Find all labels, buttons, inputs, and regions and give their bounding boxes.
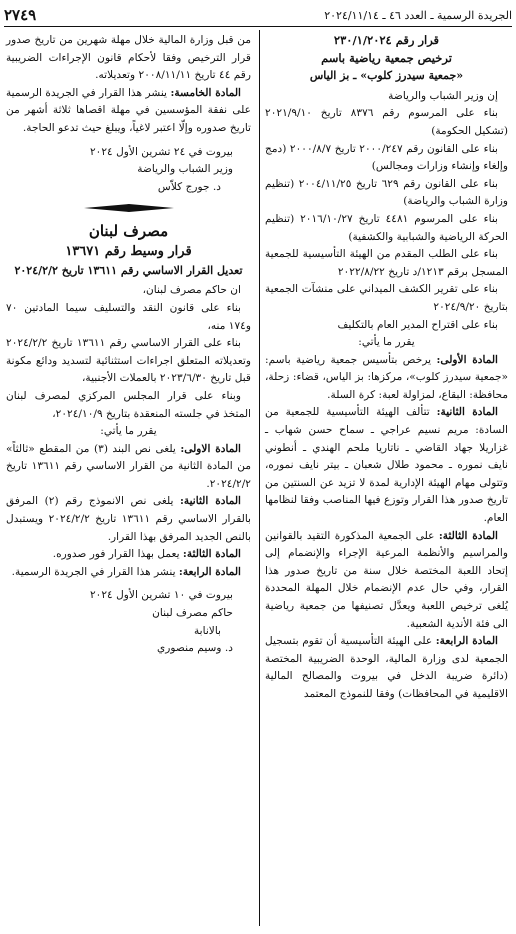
decree-subtitle: ترخيص جمعية رياضية باسم <box>321 50 452 65</box>
article-4-continued: من قبل وزارة المالية خلال مهلة شهرين من تاريخ صدور قرار الترخيص وفقا لأحكام قانون الإجراءات الضريبية رقم ٤٤ تاريخ ٢٠٠٨/١١/١١ وتعديلاته. <box>6 34 251 82</box>
bank-article-4-text: ينشر هذا القرار في الجريدة الرسمية. <box>11 565 176 578</box>
article-4-label: المادة الرابعة: <box>435 635 498 648</box>
bank-article-4 <box>6 564 251 582</box>
article-4 <box>265 633 508 703</box>
article-2-label: المادة الثانية: <box>436 406 498 419</box>
bank-signature-acting: بالانابة <box>193 624 221 637</box>
bank-amend-title: تعديل القرار الاساسي رقم ١٣٦١١ تاريخ ٢٠٢٤/٢/٢ <box>14 264 243 278</box>
bank-decides-line: يقرر ما يأتي: <box>100 425 157 438</box>
decree-name: «جمعية سيدرز كلوب» ـ بز الياس <box>309 69 464 83</box>
bank-preamble-item: وبناء على قرار المجلس المركزي لمصرف لبنان المتخذ في جلسته المنعقدة بتاريخ ٢٠٢٤/١٠/٩، <box>6 389 251 420</box>
ornament-divider-icon <box>6 200 251 216</box>
article-2-text: تتألف الهيئة التأسيسية للجمعية من السادة: مريم نسيم عراجي ـ سماح حسن شهاب ـ غزاريلا جهاد القاضي ـ ناتاريا ملحم الهندي ـ أنطوني نايف نموره ـ محمود طلال شعبان ـ بيتر نايف نموره، وتتولى مهام الهيئة الإدارية لمدة لا تزيد عن السنتين من تاريخ صدور هذا القرار وتوزع فيها المناصب وفقا لنظامها العام. <box>265 406 508 525</box>
bank-article-1 <box>6 441 251 494</box>
preamble-item: بناء على الطلب المقدم من الهيئة التأسيسية للجمعية المسجل برقم ١٢١٣/د تاريخ ٢٠٢٢/٨/٢٢ <box>265 248 508 278</box>
article-1-label: المادة الأولى: <box>436 353 498 366</box>
article-5-text: ينشر هذا القرار في الجريدة الرسمية على نفقة المؤسسين في مهلة اقصاها ثلاثة أشهر من تاريخ صدوره وإلّا اعتبر لاغياً، ويبلغ حيث تدعو الحاجة. <box>6 86 251 134</box>
bank-preamble-item: بناء على القرار الاساسي رقم ١٣٦١١ تاريخ ٢٠٢٤/٢/٢ وتعديلاته المتعلق اجراءات استثنائية لتسديد ودائع مكونة قبل تاريخ ٢٠٢٣/٦/٣٠ بالعملات الأجنبية، <box>6 337 251 385</box>
signature-name: د. جورج كلاّس <box>157 180 221 193</box>
article-1-text: يرخص بتأسيس جمعية رياضية باسم: «جمعية سيدرز كلوب»، مركزها: بز الياس، قضاء: زحلة، محافظة: البقاع، لمزاولة لعبة: كرة السلة. <box>265 353 508 401</box>
bank-signature-date: بيروت في ١٠ تشرين الأول ٢٠٢٤ <box>89 589 233 602</box>
article-1 <box>265 352 508 405</box>
page-number: ٢٧٤٩ <box>4 6 37 24</box>
decree-title: قرار رقم ٢٣٠/١/٢٠٢٤ <box>333 33 440 47</box>
bank-article-2 <box>6 493 251 546</box>
left-column <box>6 32 251 658</box>
bank-article-4-label: المادة الرابعة: <box>178 565 241 578</box>
bank-article-2-label: المادة الثانية: <box>180 495 241 508</box>
preamble-item: بناء على المرسوم ٤٤٨١ تاريخ ٢٠١٦/١٠/٢٧ (تنظيم الحركة الرياضية والشبابية والكشفية) <box>265 212 508 243</box>
preamble-minister: إن وزير الشباب والرياضة <box>388 89 498 102</box>
preamble-item: بناء على القانون رقم ٦٢٩ تاريخ ٢٠٠٤/١١/٢٥ (تنظيم وزارة الشباب والرياضة) <box>265 177 508 208</box>
signature-date: بيروت في ٢٤ تشرين الأول ٢٠٢٤ <box>89 145 233 158</box>
article-3 <box>265 528 508 634</box>
preamble-item: بناء على القانون رقم ٢٠٠٠/٢٤٧ تاريخ ٢٠٠٠/٨/٧ (دمج وإلغاء وإنشاء وزارات ومجالس) <box>265 142 508 173</box>
preamble-item: بناء على تقرير الكشف الميداني على منشآت الجمعية بتاريخ ٢٠٢٤/٩/٢٠ <box>265 283 508 313</box>
bank-article-1-label: المادة الاولى: <box>180 442 241 455</box>
bank-article-3-label: المادة الثالثة: <box>182 548 241 561</box>
page-header <box>4 4 512 27</box>
signature-title: وزير الشباب والرياضة <box>137 163 233 176</box>
article-3-label: المادة الثالثة: <box>438 529 498 542</box>
article-5 <box>6 85 251 138</box>
article-5-label: المادة الخامسة: <box>170 86 241 99</box>
column-divider <box>259 30 260 926</box>
bank-preamble-item: بناء على قانون النقد والتسليف سيما المادتين ٧٠ و١٧٤ منه، <box>6 301 251 332</box>
bank-name: مصرف لبنان <box>88 222 169 241</box>
bank-article-3 <box>6 546 251 564</box>
bank-article-3-text: يعمل بهذا القرار فور صدوره. <box>52 548 180 561</box>
preamble-item: بناء على المرسوم رقم ٨٣٧٦ تاريخ ٢٠٢١/٩/١٠ (تشكيل الحكومة) <box>265 107 508 137</box>
bank-article-2-text: يلغى نص الانموذج رقم (٢) المرفق بالقرار الاساسي رقم ١٣٦١١ تاريخ ٢٠٢٤/٢/٢ ويستبدل بالنص الجديد المرفق بهذا القرار. <box>6 495 251 543</box>
decides-line: يقرر ما يأتي: <box>358 336 415 349</box>
bank-signature-title: حاكم مصرف لبنان <box>152 607 233 620</box>
gazette-issue-title: الجريدة الرسمية ـ العدد ٤٦ ـ ٢٠٢٤/١١/١٤ <box>324 8 512 22</box>
preamble-item: بناء على اقتراح المدير العام بالتكليف <box>337 318 498 331</box>
bank-signature-name: د. وسيم منصوري <box>157 642 233 655</box>
article-3-text: على الجمعية المذكورة التقيد بالقوانين والمراسيم والأنظمة المرعية الإجراء والإنضمام إلى إتحاد اللعبة المختصة خلال سنة من تاريخ صدور هذا القرار، وفي حال عدم الإنضمام خلال المهلة المحددة يُلغى ترخيص اللعبة ويعدَّل تصنيفها من جمعية رياضية الى فئة الأندية الشعبية. <box>265 529 508 630</box>
bank-preamble-governor: ان حاكم مصرف لبنان، <box>142 284 241 297</box>
bank-decree-number: قرار وسيط رقم ١٣٦٧١ <box>65 244 192 260</box>
bank-article-1-text: يلغى نص البند (٣) من المقطع «ثالثاً» من المادة الثانية من القرار الاساسي رقم ١٣٦١١ تاريخ ٢٠٢٤/٢/٢. <box>6 442 251 490</box>
article-4-text: على الهيئة التأسيسية أن تقوم بتسجيل الجمعية لدى وزارة المالية، الوحدة الضريبية المختصة (دائرة ضريبة الدخل في بيروت والمصالح المالية الاقليمية في المحافظات) وفقا للنموذج المعتمد <box>265 635 508 700</box>
article-2 <box>265 404 508 527</box>
right-column <box>265 32 508 704</box>
